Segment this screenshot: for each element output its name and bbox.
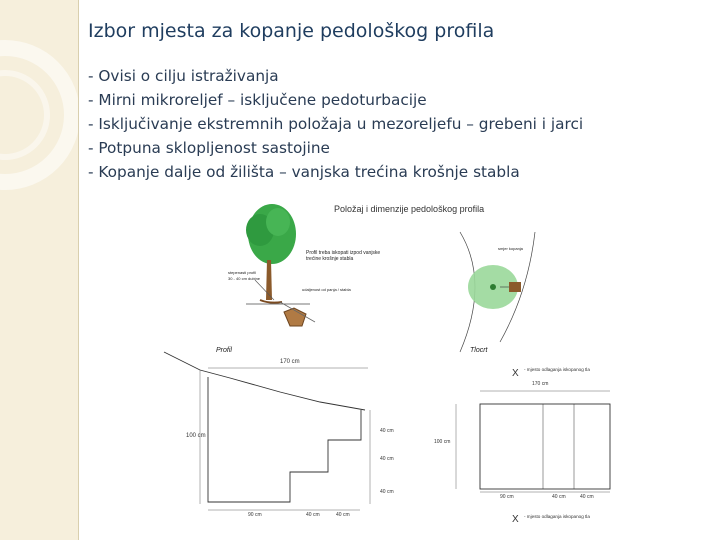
dimension-label: 100 cm xyxy=(186,433,206,439)
tlocrt-plan-rectangle xyxy=(480,404,610,489)
tlocrt-note: - mjesto odlaganja iskopanog tla xyxy=(524,514,590,519)
dimension-label: 40 cm xyxy=(380,456,394,462)
tlocrt-dimension: 170 cm xyxy=(532,381,549,387)
decorative-sidebar xyxy=(0,0,78,540)
slide-title: Izbor mjesta za kopanje pedološkog profila xyxy=(88,20,495,42)
tree-note: udaljenost od panja / stabla xyxy=(302,287,351,292)
tree-note: trećine krošnje stabla xyxy=(306,256,354,262)
bullet-item: - Potpuna sklopljenost sastojine xyxy=(88,139,330,157)
bullet-item: - Kopanje dalje od žilišta – vanjska trećina krošnje stabla xyxy=(88,163,520,181)
tlocrt-dimension-lines xyxy=(456,391,610,492)
bullet-item: - Isključivanje ekstremnih položaja u mezoreljefu – grebeni i jarci xyxy=(88,115,584,133)
tlocrt-dimension: 40 cm xyxy=(552,494,566,500)
plan-note: smjer kopanja xyxy=(498,246,523,251)
tlocrt-x-mark: X xyxy=(512,514,519,525)
tlocrt-dimension: 40 cm xyxy=(580,494,594,500)
profile-dimension-lines xyxy=(200,368,370,510)
dimension-label: 90 cm xyxy=(248,512,262,518)
sidebar-divider xyxy=(78,0,79,540)
soil-profile-figure xyxy=(160,192,620,532)
dimension-label: 40 cm xyxy=(380,428,394,434)
bullet-list xyxy=(88,64,583,184)
tree-note: 30 - 40 cm dubine xyxy=(228,276,261,281)
dimension-label: 40 cm xyxy=(380,489,394,495)
figure-heading: Položaj i dimenzije pedološkog profila xyxy=(334,204,485,214)
bullet-item: - Ovisi o cilju istraživanja xyxy=(88,67,279,85)
dimension-label: 40 cm xyxy=(336,512,350,518)
tlocrt-note: - mjesto odlaganja iskopanog tla xyxy=(524,367,590,372)
dimension-label: 40 cm xyxy=(306,512,320,518)
tree-illustration xyxy=(246,204,315,326)
tree-note: stepenasti profil xyxy=(228,270,257,275)
bullet-item: - Mirni mikroreljef – isključene pedoturbacije xyxy=(88,91,427,109)
dimension-label: 170 cm xyxy=(280,359,300,365)
tlocrt-x-mark: X xyxy=(512,368,519,379)
tlocrt-label: Tlocrt xyxy=(470,347,488,354)
profile-cross-section xyxy=(164,352,365,502)
profil-label: Profil xyxy=(216,347,232,354)
tlocrt-dimension: 90 cm xyxy=(500,494,514,500)
tlocrt-dimension: 100 cm xyxy=(434,439,451,445)
tree-note: Profil treba iskopati izpod vanjske xyxy=(306,250,381,256)
